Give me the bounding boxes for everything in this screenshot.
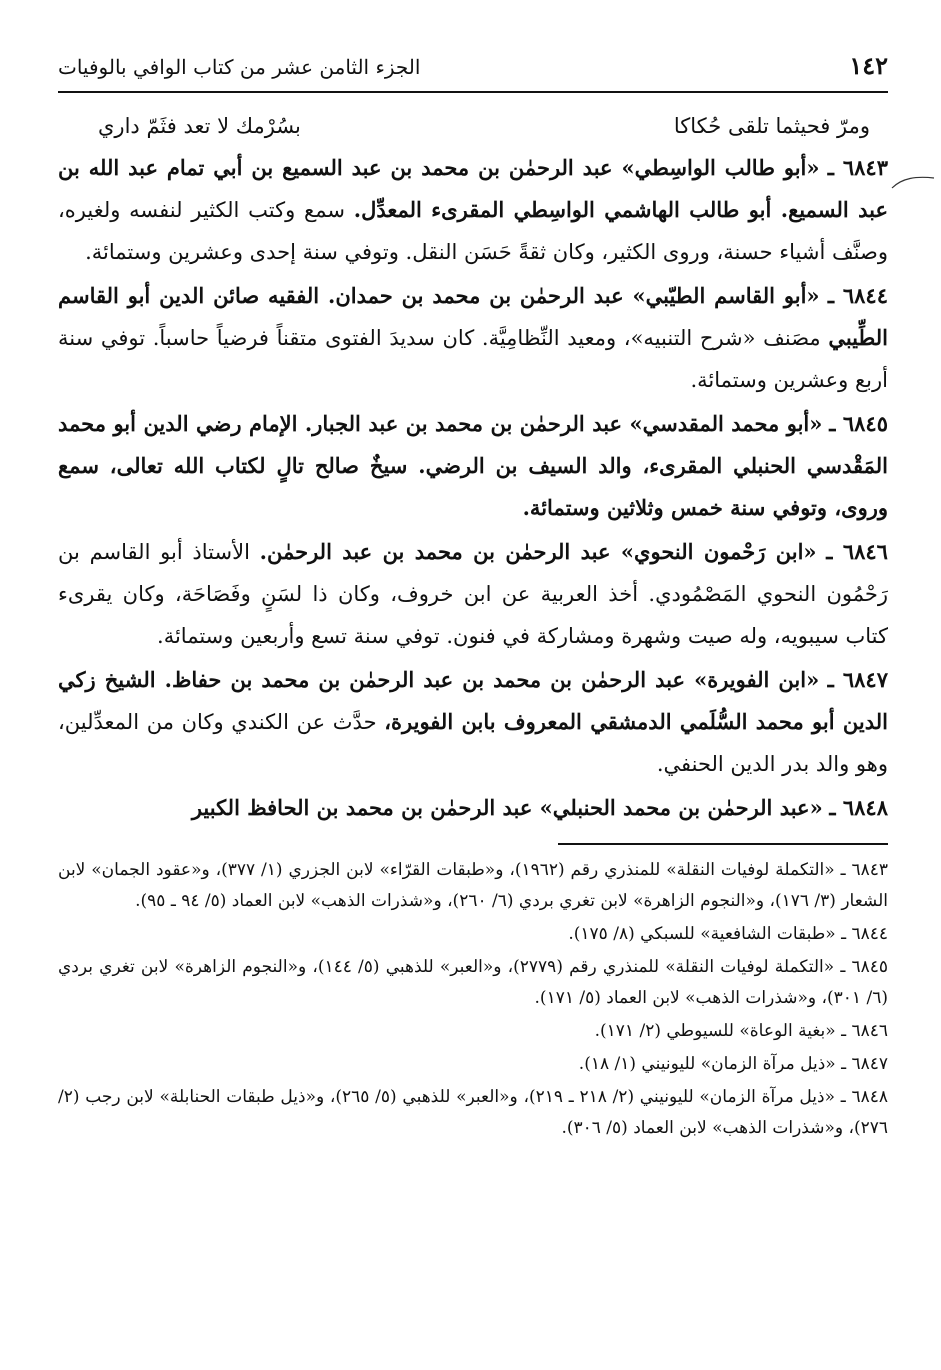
- footnote-text: «طبقات الشافعية» للسبكي (٨/ ١٧٥).: [568, 924, 836, 944]
- biography-entries: [58, 147, 888, 829]
- entry-text: سمع وكتب الكثير لنفسه ولغيره، وصنَّف أشياء حسنة، وروى الكثير، وكان ثقةً حَسَن النقل. وتوفي سنة إحدى وعشرين وستمائة.: [58, 198, 888, 264]
- entry-number: ٦٨٤٥ ـ: [829, 411, 888, 436]
- footnote-number: ٦٨٤٥ ـ: [840, 957, 889, 977]
- footnote: [58, 855, 888, 917]
- entry-heading: «عبد الرحمٰن بن محمد الحنبلي» عبد الرحمٰن بن محمد بن الحافظ الكبير: [191, 795, 823, 820]
- footnote: [58, 1016, 888, 1047]
- entry-heading: «ابن الفويرة» عبد الرحمٰن بن محمد بن عبد الرحمٰن بن محمد بن حفاظ. الشيخ زكي الدين أبو محمد السُّلَمي الدمشقي المعروف بابن الفويرة،: [58, 667, 888, 734]
- entry-number: ٦٨٤٣ ـ: [827, 155, 888, 180]
- footnote-number: ٦٨٤٨ ـ: [840, 1087, 888, 1107]
- footnote-text: «التكملة لوفيات النقلة» للمنذري رقم (٢٧٧٩)، و«العبر» للذهبي (٥/ ١٤٤)، و«النجوم الزاهرة» لابن تغري بردي (٦/ ٣٠١)، و«شذرات الذهب» لابن العماد (٥/ ١٧١).: [58, 957, 888, 1008]
- entry-heading: «ابن رَحْمون النحوي» عبد الرحمٰن بن محمد بن عبد الرحمٰن.: [259, 539, 817, 564]
- biography-entry: [58, 275, 888, 401]
- footnote-text: «ذيل مرآة الزمان» لليونيني (٢/ ٢١٨ ـ ٢١٩)، و«العبر» للذهبي (٥/ ٢٦٥)، و«ذيل طبقات الحنابلة» لابن رجب (٢/ ٢٧٦)، و«شذرات الذهب» لابن العماد (٥/ ٣٠٦).: [58, 1087, 888, 1138]
- entry-heading: «أبو طالب الواسِطي» عبد الرحمٰن بن محمد بن عبد السميع بن أبي تمام عبد الله بن عبد السميع. أبو طالب الهاشمي الواسِطي المقرىء المعدِّل.: [58, 155, 888, 222]
- entry-text: الأستاذ أبو القاسم بن رَحْمُون النحوي المَصْمُودي. أخذ العربية عن ابن خروف، وكان ذا لسَنٍ وفَصَاحَة، وكان يقرىء كتاب سيبويه، وله صيت وشهرة ومشاركة في فنون. توفي سنة تسع وأربعين وستمائة.: [58, 540, 888, 648]
- entry-heading: «أبو محمد المقدسي» عبد الرحمٰن بن محمد بن عبد الجبار. الإمام رضي الدين أبو محمد المَقْدسي الحنبلي المقرىء، والد السيف بن الرضي. سيخٌ صالح تالٍ لكتاب الله تعالى، سمع وروى، وتوفي سنة خمس وثلاثين وستمائة.: [58, 411, 888, 520]
- footnote-text: «بغية الوعاة» للسيوطي (٢/ ١٧١).: [594, 1021, 836, 1041]
- entry-text: مصَنف «شرح التنبيه»، ومعيد النِّظامِيَّة. كان سديدَ الفتوى متقناً فرضياً حاسباً. توفي سنة أربع وعشرين وستمائة.: [58, 326, 888, 392]
- entry-text: حدَّث عن الكندي وكان من المعدِّلين، وهو والد بدر الدين الحنفي.: [58, 710, 888, 776]
- footnote: [58, 952, 888, 1014]
- footnote: [58, 1049, 888, 1080]
- footnote-number: ٦٨٤٣ ـ: [840, 860, 889, 880]
- footnote-number: ٦٨٤٤ ـ: [841, 924, 888, 944]
- margin-curl-mark: [888, 172, 938, 192]
- biography-entry: [58, 659, 888, 785]
- page-number: ١٤٢: [849, 51, 888, 80]
- biography-entry: [58, 147, 888, 273]
- footnote-number: ٦٨٤٦ ـ: [841, 1021, 888, 1041]
- page-header: [58, 48, 888, 93]
- entry-heading: «أبو القاسم الطيّبي» عبد الرحمٰن بن محمد بن حمدان. الفقيه صائن الدين أبو القاسم الطِّيبي: [58, 283, 888, 350]
- entry-number: ٦٨٤٤ ـ: [827, 283, 888, 308]
- book-page: [58, 48, 888, 1348]
- entry-number: ٦٨٤٦ ـ: [826, 539, 888, 564]
- entry-number: ٦٨٤٧ ـ: [827, 667, 888, 692]
- footnote: [58, 919, 888, 950]
- running-title: الجزء الثامن عشر من كتاب الوافي بالوفيات: [58, 55, 421, 79]
- footnote-text: «التكملة لوفيات النقلة» للمنذري رقم (١٩٦٢)، و«طبقات القرّاء» لابن الجزري (١/ ٣٧٧)، و«عقود الجمان» لابن الشعار (٣/ ١٧٦)، و«النجوم الزاهرة» لابن تغري بردي (٦/ ٢٦٠)، و«شذرات الذهب» لابن العماد (٥/ ٩٤ ـ ٩٥).: [58, 860, 888, 911]
- footnote-text: «ذيل مرآة الزمان» لليونيني (١/ ١٨).: [578, 1054, 836, 1074]
- footnotes: [58, 855, 888, 1144]
- biography-entry: [58, 787, 888, 829]
- entry-number: ٦٨٤٨ ـ: [829, 795, 888, 820]
- verse-second-hemistich: بسُرْمك لا تعد فثَمّ داري: [98, 114, 301, 138]
- biography-entry: [58, 403, 888, 529]
- poem-verse: [58, 109, 888, 143]
- footnote-number: ٦٨٤٧ ـ: [841, 1054, 888, 1074]
- footnote-divider: [558, 843, 888, 845]
- footnote: [58, 1082, 888, 1144]
- biography-entry: [58, 531, 888, 657]
- verse-first-hemistich: ومرّ فحيثما تلقى حُكاكا: [673, 114, 870, 138]
